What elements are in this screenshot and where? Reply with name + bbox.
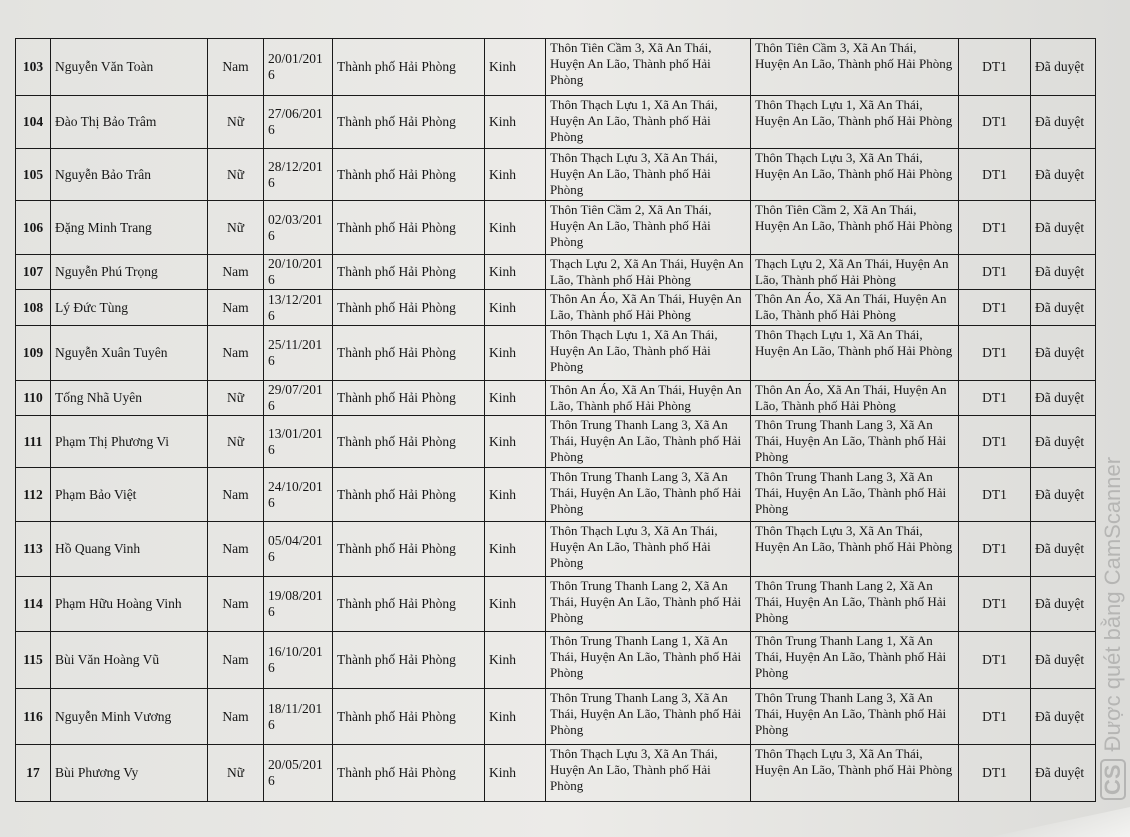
table-row (16, 39, 1096, 96)
cell-stt: 114 (16, 577, 51, 632)
cell-birthplace: Thành phố Hải Phòng (333, 39, 485, 96)
cell-ethnicity: Kinh (485, 577, 546, 632)
cell-status: Đã duyệt (1031, 326, 1096, 381)
cell-dob: 20/10/2016 (264, 255, 333, 290)
cell-birthplace: Thành phố Hải Phòng (333, 201, 485, 255)
cell-code: DT1 (959, 39, 1031, 96)
cell-stt: 111 (16, 416, 51, 468)
cell-stt: 106 (16, 201, 51, 255)
cell-code: DT1 (959, 522, 1031, 577)
cell-gender: Nam (208, 255, 264, 290)
cell-status: Đã duyệt (1031, 149, 1096, 201)
cell-address1: Thôn An Áo, Xã An Thái, Huyện An Lão, Thành phố Hải Phòng (546, 290, 751, 326)
cell-address1: Thôn Trung Thanh Lang 2, Xã An Thái, Huyện An Lão, Thành phố Hải Phòng (546, 577, 751, 632)
cell-code: DT1 (959, 577, 1031, 632)
cell-birthplace: Thành phố Hải Phòng (333, 522, 485, 577)
cell-stt: 115 (16, 632, 51, 689)
table-row (16, 255, 1096, 290)
cell-code: DT1 (959, 149, 1031, 201)
cell-ethnicity: Kinh (485, 290, 546, 326)
cell-name: Nguyễn Phú Trọng (51, 255, 208, 290)
table-row (16, 381, 1096, 416)
cell-birthplace: Thành phố Hải Phòng (333, 689, 485, 745)
cell-dob: 18/11/2016 (264, 689, 333, 745)
cell-gender: Nam (208, 468, 264, 522)
cell-status: Đã duyệt (1031, 632, 1096, 689)
cell-status: Đã duyệt (1031, 290, 1096, 326)
cell-ethnicity: Kinh (485, 416, 546, 468)
cell-address2: Thôn Thạch Lựu 3, Xã An Thái, Huyện An Lão, Thành phố Hải Phòng (751, 149, 959, 201)
cell-address2: Thôn Thạch Lựu 1, Xã An Thái, Huyện An Lão, Thành phố Hải Phòng (751, 96, 959, 149)
cell-gender: Nam (208, 326, 264, 381)
cell-stt: 108 (16, 290, 51, 326)
cell-ethnicity: Kinh (485, 96, 546, 149)
cell-address1: Thôn Trung Thanh Lang 3, Xã An Thái, Huyện An Lão, Thành phố Hải Phòng (546, 468, 751, 522)
cell-name: Hồ Quang Vinh (51, 522, 208, 577)
cell-code: DT1 (959, 689, 1031, 745)
cell-gender: Nữ (208, 416, 264, 468)
cell-address1: Thôn Thạch Lựu 1, Xã An Thái, Huyện An Lão, Thành phố Hải Phòng (546, 326, 751, 381)
cell-address2: Thôn Trung Thanh Lang 3, Xã An Thái, Huyện An Lão, Thành phố Hải Phòng (751, 416, 959, 468)
cell-name: Nguyễn Xuân Tuyên (51, 326, 208, 381)
cell-status: Đã duyệt (1031, 39, 1096, 96)
cell-status: Đã duyệt (1031, 381, 1096, 416)
cell-address2: Thôn An Áo, Xã An Thái, Huyện An Lão, Thành phố Hải Phòng (751, 381, 959, 416)
cell-address1: Thôn Trung Thanh Lang 3, Xã An Thái, Huyện An Lão, Thành phố Hải Phòng (546, 416, 751, 468)
table-row (16, 468, 1096, 522)
table-row (16, 745, 1096, 802)
cell-ethnicity: Kinh (485, 468, 546, 522)
cell-name: Lý Đức Tùng (51, 290, 208, 326)
table-row (16, 577, 1096, 632)
cell-dob: 24/10/2016 (264, 468, 333, 522)
cell-gender: Nam (208, 522, 264, 577)
cell-code: DT1 (959, 381, 1031, 416)
cell-gender: Nữ (208, 96, 264, 149)
cell-dob: 02/03/2016 (264, 201, 333, 255)
cell-ethnicity: Kinh (485, 201, 546, 255)
cell-code: DT1 (959, 290, 1031, 326)
cell-dob: 19/08/2016 (264, 577, 333, 632)
cell-address1: Thôn Trung Thanh Lang 1, Xã An Thái, Huyện An Lão, Thành phố Hải Phòng (546, 632, 751, 689)
cell-address2: Thôn Thạch Lựu 3, Xã An Thái, Huyện An Lão, Thành phố Hải Phòng (751, 522, 959, 577)
cell-gender: Nữ (208, 201, 264, 255)
cell-dob: 20/01/2016 (264, 39, 333, 96)
cell-ethnicity: Kinh (485, 149, 546, 201)
cell-name: Nguyễn Minh Vương (51, 689, 208, 745)
watermark-badge: CS (1100, 759, 1126, 800)
cell-dob: 13/12/2016 (264, 290, 333, 326)
cell-address2: Thôn Tiên Cầm 2, Xã An Thái, Huyện An Lão, Thành phố Hải Phòng (751, 201, 959, 255)
cell-gender: Nam (208, 39, 264, 96)
cell-address1: Thôn Tiên Cầm 3, Xã An Thái, Huyện An Lão, Thành phố Hải Phòng (546, 39, 751, 96)
cell-birthplace: Thành phố Hải Phòng (333, 149, 485, 201)
cell-dob: 13/01/2016 (264, 416, 333, 468)
cell-stt: 107 (16, 255, 51, 290)
cell-stt: 116 (16, 689, 51, 745)
cell-address2: Thạch Lựu 2, Xã An Thái, Huyện An Lão, Thành phố Hải Phòng (751, 255, 959, 290)
cell-status: Đã duyệt (1031, 468, 1096, 522)
cell-address2: Thôn Trung Thanh Lang 1, Xã An Thái, Huyện An Lão, Thành phố Hải Phòng (751, 632, 959, 689)
cell-address1: Thôn Thạch Lựu 3, Xã An Thái, Huyện An Lão, Thành phố Hải Phòng (546, 522, 751, 577)
cell-address2: Thôn Trung Thanh Lang 3, Xã An Thái, Huyện An Lão, Thành phố Hải Phòng (751, 468, 959, 522)
cell-dob: 29/07/2016 (264, 381, 333, 416)
cell-ethnicity: Kinh (485, 632, 546, 689)
cell-address1: Thôn Thạch Lựu 3, Xã An Thái, Huyện An Lão, Thành phố Hải Phòng (546, 149, 751, 201)
camscanner-watermark (1099, 457, 1127, 800)
cell-name: Đặng Minh Trang (51, 201, 208, 255)
cell-birthplace: Thành phố Hải Phòng (333, 632, 485, 689)
cell-gender: Nam (208, 290, 264, 326)
cell-stt: 105 (16, 149, 51, 201)
cell-status: Đã duyệt (1031, 522, 1096, 577)
cell-ethnicity: Kinh (485, 381, 546, 416)
cell-code: DT1 (959, 468, 1031, 522)
cell-birthplace: Thành phố Hải Phòng (333, 326, 485, 381)
table-row (16, 632, 1096, 689)
table-row (16, 689, 1096, 745)
watermark-text: Được quét bằng CamScanner (1100, 456, 1125, 752)
cell-address1: Thôn Thạch Lựu 3, Xã An Thái, Huyện An Lão, Thành phố Hải Phòng (546, 745, 751, 802)
cell-stt: 113 (16, 522, 51, 577)
cell-ethnicity: Kinh (485, 745, 546, 802)
cell-status: Đã duyệt (1031, 745, 1096, 802)
cell-dob: 16/10/2016 (264, 632, 333, 689)
cell-dob: 25/11/2016 (264, 326, 333, 381)
cell-stt: 17 (16, 745, 51, 802)
cell-name: Bùi Văn Hoàng Vũ (51, 632, 208, 689)
cell-name: Phạm Thị Phương Vi (51, 416, 208, 468)
cell-gender: Nữ (208, 381, 264, 416)
cell-code: DT1 (959, 632, 1031, 689)
cell-address2: Thôn An Áo, Xã An Thái, Huyện An Lão, Thành phố Hải Phòng (751, 290, 959, 326)
cell-dob: 20/05/2016 (264, 745, 333, 802)
cell-name: Đào Thị Bảo Trâm (51, 96, 208, 149)
cell-status: Đã duyệt (1031, 416, 1096, 468)
cell-dob: 28/12/2016 (264, 149, 333, 201)
cell-code: DT1 (959, 255, 1031, 290)
cell-birthplace: Thành phố Hải Phòng (333, 381, 485, 416)
cell-name: Phạm Bảo Việt (51, 468, 208, 522)
table-row (16, 201, 1096, 255)
cell-stt: 109 (16, 326, 51, 381)
cell-address2: Thôn Trung Thanh Lang 3, Xã An Thái, Huyện An Lão, Thành phố Hải Phòng (751, 689, 959, 745)
cell-gender: Nữ (208, 149, 264, 201)
cell-dob: 27/06/2016 (264, 96, 333, 149)
cell-ethnicity: Kinh (485, 689, 546, 745)
cell-address1: Thôn An Áo, Xã An Thái, Huyện An Lão, Thành phố Hải Phòng (546, 381, 751, 416)
cell-birthplace: Thành phố Hải Phòng (333, 96, 485, 149)
cell-name: Phạm Hữu Hoàng Vinh (51, 577, 208, 632)
cell-name: Bùi Phương Vy (51, 745, 208, 802)
cell-gender: Nữ (208, 745, 264, 802)
cell-code: DT1 (959, 745, 1031, 802)
cell-address1: Thạch Lựu 2, Xã An Thái, Huyện An Lão, Thành phố Hải Phòng (546, 255, 751, 290)
cell-gender: Nam (208, 689, 264, 745)
table-row (16, 522, 1096, 577)
cell-address1: Thôn Thạch Lựu 1, Xã An Thái, Huyện An Lão, Thành phố Hải Phòng (546, 96, 751, 149)
cell-gender: Nam (208, 577, 264, 632)
cell-birthplace: Thành phố Hải Phòng (333, 745, 485, 802)
student-list-table (15, 38, 1096, 802)
cell-birthplace: Thành phố Hải Phòng (333, 468, 485, 522)
cell-stt: 110 (16, 381, 51, 416)
cell-address1: Thôn Trung Thanh Lang 3, Xã An Thái, Huyện An Lão, Thành phố Hải Phòng (546, 689, 751, 745)
cell-code: DT1 (959, 96, 1031, 149)
cell-status: Đã duyệt (1031, 689, 1096, 745)
cell-code: DT1 (959, 416, 1031, 468)
cell-ethnicity: Kinh (485, 255, 546, 290)
table-row (16, 96, 1096, 149)
cell-name: Nguyễn Văn Toàn (51, 39, 208, 96)
cell-birthplace: Thành phố Hải Phòng (333, 255, 485, 290)
cell-name: Tống Nhã Uyên (51, 381, 208, 416)
cell-ethnicity: Kinh (485, 522, 546, 577)
cell-status: Đã duyệt (1031, 577, 1096, 632)
table-row (16, 290, 1096, 326)
table-row (16, 416, 1096, 468)
cell-stt: 112 (16, 468, 51, 522)
cell-address1: Thôn Tiên Cầm 2, Xã An Thái, Huyện An Lão, Thành phố Hải Phòng (546, 201, 751, 255)
cell-status: Đã duyệt (1031, 201, 1096, 255)
table-row (16, 149, 1096, 201)
cell-code: DT1 (959, 326, 1031, 381)
table-row (16, 326, 1096, 381)
cell-birthplace: Thành phố Hải Phòng (333, 290, 485, 326)
cell-ethnicity: Kinh (485, 326, 546, 381)
cell-address2: Thôn Trung Thanh Lang 2, Xã An Thái, Huyện An Lão, Thành phố Hải Phòng (751, 577, 959, 632)
cell-address2: Thôn Thạch Lựu 1, Xã An Thái, Huyện An Lão, Thành phố Hải Phòng (751, 326, 959, 381)
cell-ethnicity: Kinh (485, 39, 546, 96)
cell-dob: 05/04/2016 (264, 522, 333, 577)
cell-status: Đã duyệt (1031, 255, 1096, 290)
cell-stt: 103 (16, 39, 51, 96)
cell-status: Đã duyệt (1031, 96, 1096, 149)
cell-birthplace: Thành phố Hải Phòng (333, 416, 485, 468)
cell-address2: Thôn Thạch Lựu 3, Xã An Thái, Huyện An Lão, Thành phố Hải Phòng (751, 745, 959, 802)
cell-gender: Nam (208, 632, 264, 689)
cell-address2: Thôn Tiên Cầm 3, Xã An Thái, Huyện An Lão, Thành phố Hải Phòng (751, 39, 959, 96)
cell-code: DT1 (959, 201, 1031, 255)
cell-stt: 104 (16, 96, 51, 149)
cell-name: Nguyễn Bảo Trân (51, 149, 208, 201)
cell-birthplace: Thành phố Hải Phòng (333, 577, 485, 632)
